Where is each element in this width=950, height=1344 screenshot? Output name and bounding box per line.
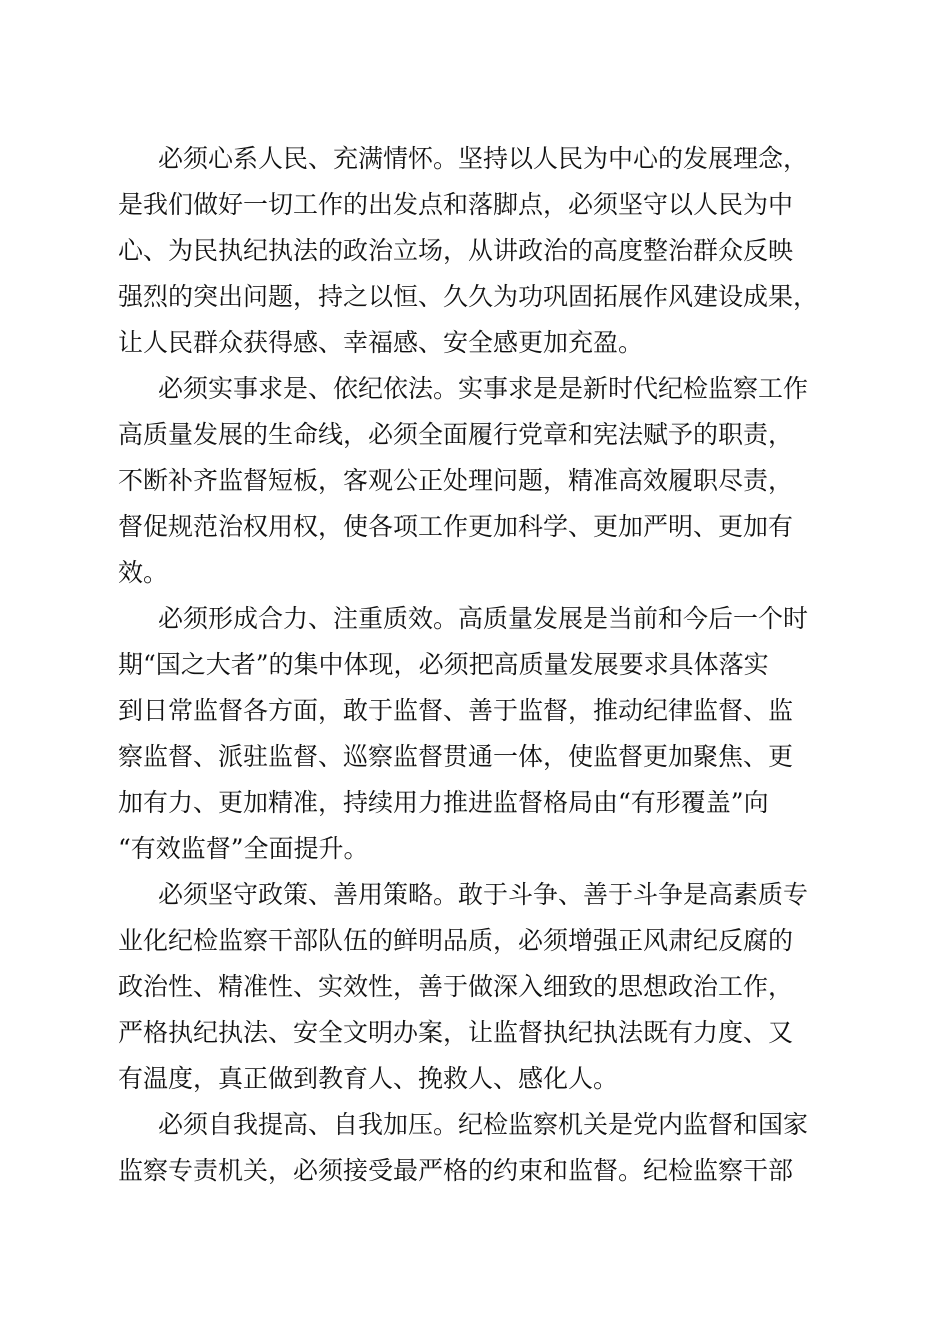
text-line: 必须坚守政策、善用策略。敢于斗争、善于斗争是高素质专 <box>158 880 809 909</box>
paragraph-synergy <box>118 596 828 872</box>
text-line: 到日常监督各方面，敢于监督、善于监督，推动纪律监督、监 <box>118 696 794 725</box>
text-line: 必须实事求是、依纪依法。实事求是是新时代纪检监察工作 <box>158 374 809 403</box>
paragraph-people <box>118 136 828 366</box>
text-line: 严格执纪执法、安全文明办案，让监督执纪执法既有力度、又 <box>118 1018 794 1047</box>
text-line: 是我们做好一切工作的出发点和落脚点，必须坚守以人民为中 <box>118 190 794 219</box>
document-body <box>118 136 828 1194</box>
paragraph-policy <box>118 872 828 1102</box>
text-line: 让人民群众获得感、幸福感、安全感更加充盈。 <box>118 328 644 357</box>
text-line: 效。 <box>118 558 169 587</box>
text-line: 心、为民执纪执法的政治立场，从讲政治的高度整治群众反映 <box>118 236 794 265</box>
text-line: 督促规范治权用权，使各项工作更加科学、更加严明、更加有 <box>118 512 794 541</box>
text-line: 期“国之大者”的集中体现，必须把高质量发展要求具体落实 <box>118 650 769 679</box>
text-line: 察监督、派驻监督、巡察监督贯通一体，使监督更加聚焦、更 <box>118 742 794 771</box>
text-line: 高质量发展的生命线，必须全面履行党章和宪法赋予的职责， <box>118 420 794 449</box>
text-line: “有效监督”全面提升。 <box>118 834 369 863</box>
text-line: 政治性、精准性、实效性，善于做深入细致的思想政治工作， <box>118 972 794 1001</box>
text-line: 必须自我提高、自我加压。纪检监察机关是党内监督和国家 <box>158 1110 809 1139</box>
text-line: 加有力、更加精准，持续用力推进监督格局由“有形覆盖”向 <box>118 788 769 817</box>
paragraph-seek-truth <box>118 366 828 596</box>
text-line: 有温度，真正做到教育人、挽救人、感化人。 <box>118 1064 619 1093</box>
text-line: 必须心系人民、充满情怀。坚持以人民为中心的发展理念， <box>158 144 809 173</box>
text-line: 监察专责机关，必须接受最严格的约束和监督。纪检监察干部 <box>118 1156 794 1185</box>
text-line: 强烈的突出问题，持之以恒、久久为功巩固拓展作风建设成果， <box>118 282 819 311</box>
text-line: 不断补齐监督短板，客观公正处理问题，精准高效履职尽责， <box>118 466 794 495</box>
text-line: 业化纪检监察干部队伍的鲜明品质，必须增强正风肃纪反腐的 <box>118 926 794 955</box>
text-line: 必须形成合力、注重质效。高质量发展是当前和今后一个时 <box>158 604 809 633</box>
paragraph-self-improvement <box>118 1102 828 1194</box>
